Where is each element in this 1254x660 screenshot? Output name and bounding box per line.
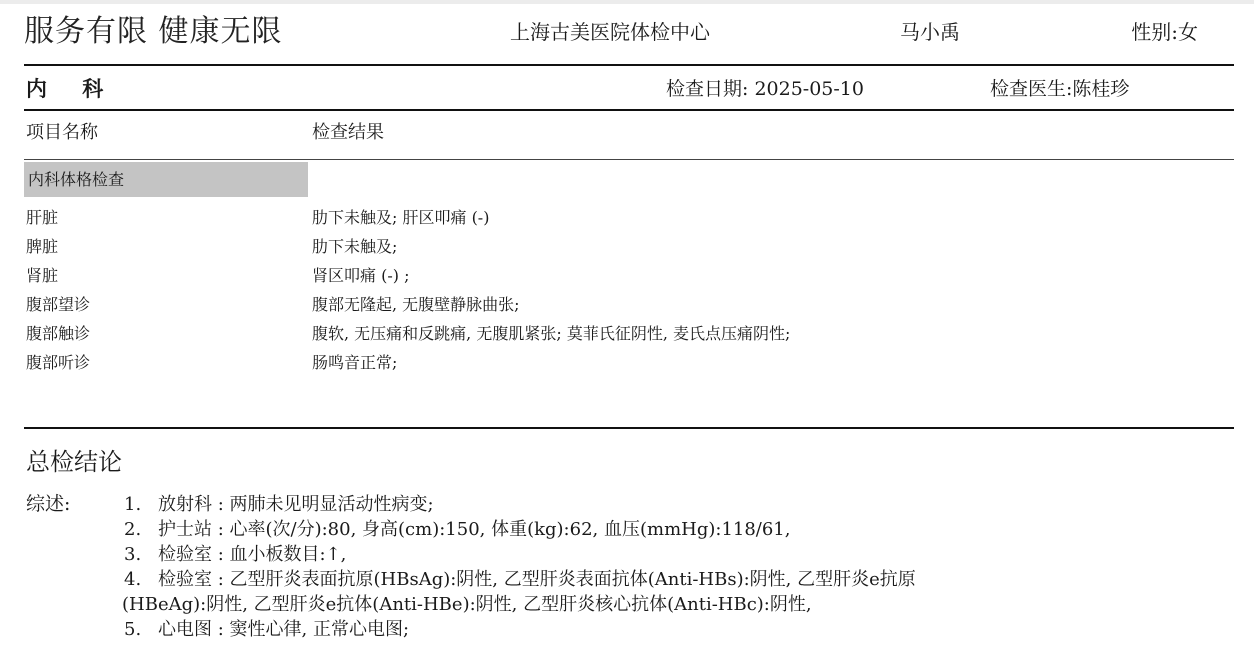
summary-title: 总检结论	[26, 448, 122, 476]
row-item-name: 脾脏	[26, 237, 59, 256]
row-item-name: 腹部触诊	[26, 324, 91, 343]
table-row	[24, 261, 1234, 290]
item-text: 检验室 : 乙型肝炎表面抗原(HBsAg):阴性, 乙型肝炎表面抗体(Anti-HBs):阴性, 乙型肝炎e抗原	[158, 569, 916, 590]
row-item-name: 腹部望诊	[26, 295, 91, 314]
list-item	[124, 517, 1204, 542]
row-item-result: 肾区叩痛 (-) ;	[312, 266, 410, 285]
table-row	[24, 290, 1234, 319]
table-row	[24, 319, 1234, 348]
patient-name: 马小禹	[900, 20, 960, 44]
report-header	[24, 10, 1234, 60]
slogan: 服务有限 健康无限	[24, 14, 283, 49]
table-row	[24, 203, 1234, 232]
item-text-continued: (HBeAg):阴性, 乙型肝炎e抗体(Anti-HBe):阴性, 乙型肝炎核心抗体(Anti-HBc):阴性,	[122, 594, 812, 615]
column-header-result: 检查结果	[312, 122, 384, 143]
item-number: 4.	[124, 569, 142, 590]
department-name: 内 科	[26, 76, 118, 101]
list-item	[124, 542, 1204, 567]
section-header	[24, 162, 308, 197]
item-number: 2.	[124, 519, 142, 540]
list-item	[124, 617, 1204, 642]
table-row	[24, 232, 1234, 261]
patient-gender: 性别:女	[1131, 20, 1198, 44]
column-header-item: 项目名称	[26, 122, 98, 143]
item-number: 3.	[124, 544, 142, 565]
list-item	[124, 492, 1204, 517]
table-row	[24, 348, 1234, 377]
list-item-continuation	[122, 592, 1204, 617]
item-text: 心电图 : 窦性心律, 正常心电图;	[158, 619, 410, 640]
row-item-result: 肋下未触及;	[312, 237, 398, 256]
exam-doctor: 检查医生:陈桂珍	[990, 78, 1130, 100]
item-number: 1.	[124, 494, 142, 515]
table-bottom-divider	[24, 427, 1234, 429]
summary-list	[124, 492, 1204, 642]
row-item-name: 肝脏	[26, 208, 59, 227]
row-item-name: 肾脏	[26, 266, 59, 285]
list-item	[124, 567, 1204, 592]
department-divider	[24, 109, 1234, 111]
row-item-result: 腹软, 无压痛和反跳痛, 无腹肌紧张; 莫菲氏征阴性, 麦氏点压痛阴性;	[312, 324, 791, 343]
row-item-result: 肠鸣音正常;	[312, 353, 398, 372]
exam-date: 检查日期: 2025-05-10	[666, 78, 864, 100]
row-item-result: 腹部无隆起, 无腹壁静脉曲张;	[312, 295, 520, 314]
overview-label: 综述:	[26, 493, 71, 515]
column-header-divider	[24, 159, 1234, 160]
row-item-result: 肋下未触及; 肝区叩痛 (-)	[312, 208, 490, 227]
item-text: 护士站 : 心率(次/分):80, 身高(cm):150, 体重(kg):62, 血压(mmHg):118/61,	[158, 519, 791, 540]
item-number: 5.	[124, 619, 142, 640]
header-divider	[24, 64, 1234, 66]
top-strip	[0, 0, 1254, 4]
item-text: 放射科 : 两肺未见明显活动性病变;	[158, 494, 434, 515]
center-name: 上海古美医院体检中心	[510, 20, 710, 44]
item-text: 检验室 : 血小板数目:↑,	[158, 544, 347, 565]
section-label: 内科体格检查	[28, 170, 125, 189]
row-item-name: 腹部听诊	[26, 353, 91, 372]
